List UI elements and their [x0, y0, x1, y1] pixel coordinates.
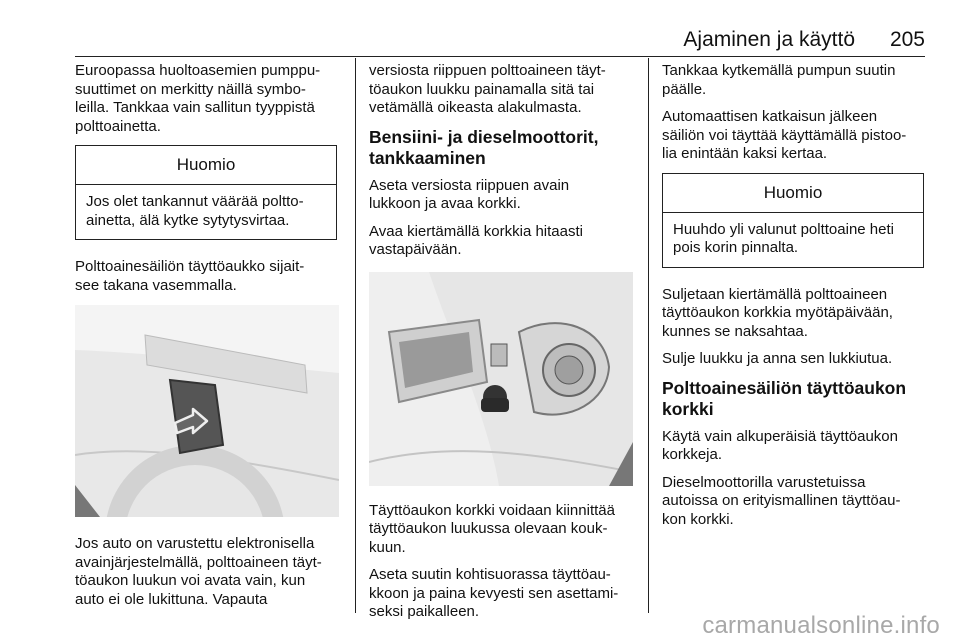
column-1: [75, 62, 337, 618]
page-number: 205: [889, 28, 925, 51]
paragraph: Automaattisen katkaisun jälkeen säiliön voi täyttää käyttämällä pistoo- lia enintään kaksi kertaa.: [662, 108, 907, 162]
section-heading: Bensiini- ja dieselmoottorit, tankkaaminen: [369, 126, 599, 168]
note-text: Jos olet tankannut väärää poltto- ainetta, älä kytke sytytysvirtaa.: [86, 193, 304, 229]
paragraph: Dieselmoottorilla varustetuissa autoissa on erityismallinen täyttöau- kon korkki.: [662, 473, 901, 528]
note-box: [662, 173, 924, 268]
note-box: [75, 145, 337, 240]
paragraph: Suljetaan kiertämällä polttoaineen täyttöaukon korkkia myötäpäivään, kunnes se naksahtaa.: [662, 285, 893, 340]
page-header: [75, 26, 925, 57]
watermark: carmanualsonline.info: [702, 612, 940, 639]
paragraph: Täyttöaukon korkki voidaan kiinnittää täyttöaukon luukussa olevaan kouk- kuun.: [369, 501, 615, 556]
note-text: Huuhdo yli valunut polttoaine heti pois korin pinnalta.: [673, 220, 894, 256]
section-heading: Polttoainesäiliön täyttöaukon korkki: [662, 377, 907, 419]
paragraph: Aseta suutin kohtisuorassa täyttöau- kkoon ja paina kevyesti sen asettami- seksi paikalleen.: [369, 566, 619, 620]
paragraph: Tankkaa kytkemällä pumpun suutin päälle.: [662, 62, 896, 98]
paragraph: Euroopassa huoltoasemien pumppu- suuttimet on merkitty näillä symbo- leilla. Tankkaa vain sallitun tyyppistä polttoainetta.: [75, 62, 321, 135]
column-divider: [355, 58, 356, 613]
paragraph: Käytä vain alkuperäisiä täyttöaukon korkkeja.: [662, 427, 898, 463]
column-3: [662, 62, 924, 538]
note-title: Huomio: [663, 174, 923, 213]
paragraph: Sulje luukku ja anna sen lukkiutua.: [662, 350, 893, 367]
paragraph: Avaa kiertämällä korkkia hitaasti vastapäivään.: [369, 222, 583, 258]
paragraph: Aseta versiosta riippuen avain lukkoon ja avaa korkki.: [369, 176, 570, 212]
fuel-door-illustration: [75, 305, 339, 517]
paragraph: versiosta riippuen polttoaineen täyt- töaukon luukku painamalla sitä tai vetämällä oikeasta alakulmasta.: [369, 62, 606, 116]
column-divider: [648, 58, 649, 613]
paragraph: Polttoainesäiliön täyttöaukko sijait- see takana vasemmalla.: [75, 258, 305, 294]
fuel-cap-illustration: [369, 272, 633, 486]
section-title: Ajaminen ja käyttö: [683, 28, 855, 51]
paragraph: Jos auto on varustettu elektronisella avainjärjestelmällä, polttoaineen täyt- töaukon luukun voi avata vain, kun auto ei ole lukittuna. Vapauta: [75, 535, 322, 608]
column-2: [369, 62, 631, 631]
note-title: Huomio: [76, 146, 336, 185]
